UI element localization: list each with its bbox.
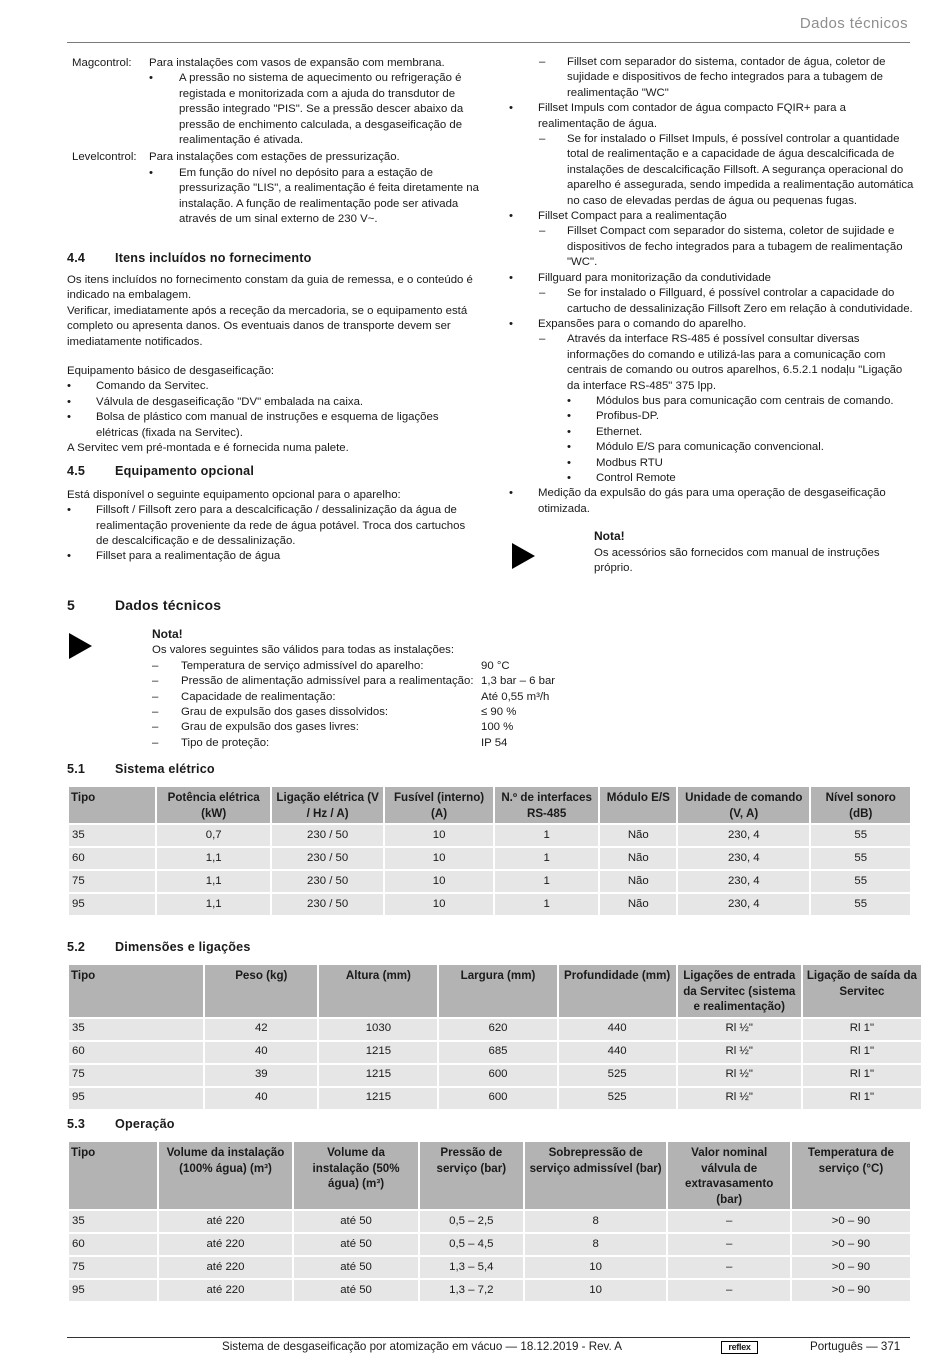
note-title: Nota!: [152, 627, 183, 641]
table-cell: 35: [69, 1211, 157, 1232]
table-cell: 440: [559, 1019, 676, 1040]
list-item: • Modbus RTU: [567, 456, 663, 469]
section-5-1-heading: 5.1 Sistema elétrico: [67, 762, 215, 776]
section-4-5-p1: Está disponível o seguinte equipamento opcional para o aparelho:: [67, 488, 401, 501]
note-intro: Os valores seguintes são válidos para todas as instalações:: [152, 644, 455, 657]
list-item: • Módulos bus para comunicação com centrais de comando.: [567, 394, 894, 407]
table-cell: até 50: [294, 1211, 418, 1232]
table-cell: 55: [811, 871, 910, 892]
footer-document-title: Sistema de desgaseificação por atomização em vácuo — 18.12.2019 - Rev. A: [222, 1340, 622, 1353]
dash-marker: –: [152, 659, 159, 672]
table-row: [69, 1019, 921, 1040]
table-cell: Rl 1": [803, 1042, 921, 1063]
table-row: [69, 848, 910, 869]
table-cell: 42: [205, 1019, 317, 1040]
footer-page-number: Português — 371: [810, 1340, 901, 1353]
list-item: • Profibus-DP.: [567, 410, 660, 423]
table-cell: 75: [69, 1065, 203, 1086]
table-cell: 600: [439, 1065, 556, 1086]
table-cell: >0 – 90: [792, 1257, 910, 1278]
table-header-cell: Potência elétrica (kW): [157, 787, 269, 823]
section-4-4-p4: A Servitec vem pré-montada e é fornecida numa palete.: [67, 441, 349, 454]
table-cell: até 50: [294, 1257, 418, 1278]
table-header-cell: Fusível (interno) (A): [385, 787, 492, 823]
table-header-cell: Unidade de comando (V, A): [678, 787, 809, 823]
table-header-cell: Volume da instalação (50% água) (m³): [294, 1142, 418, 1209]
table-cell: 55: [811, 825, 910, 846]
table-header-cell: Largura (mm): [439, 965, 556, 1017]
magcontrol-entry: [67, 56, 479, 148]
header-divider: [67, 42, 910, 43]
table-cell: 1,1: [157, 894, 269, 915]
table-cell: 60: [69, 1042, 203, 1063]
table-header-cell: Ligação elétrica (V / Hz / A): [272, 787, 383, 823]
parameter-label: Tipo de proteção:: [181, 736, 270, 749]
table-cell: até 220: [159, 1280, 292, 1301]
footer-divider: [67, 1337, 910, 1338]
list-item: • Fillset para a realimentação de água: [67, 550, 281, 563]
table-header-cell: Tipo: [69, 965, 203, 1017]
list-item: • Expansões para o comando do aparelho.: [509, 317, 747, 330]
table-cell: 35: [69, 1019, 203, 1040]
table-row: [69, 1211, 910, 1232]
table-cell: 1,1: [157, 848, 269, 869]
table-header-row: [69, 965, 921, 1017]
parameter-value: 90 °C: [481, 659, 510, 672]
table-cell: Rl 1": [803, 1088, 921, 1109]
table-header-cell: N.º de interfaces RS-485: [495, 787, 599, 823]
levelcontrol-desc: Para instalações com estações de pressurização.: [149, 151, 400, 164]
table-row: [69, 1280, 910, 1301]
section-5-3-title: Operação: [115, 1117, 175, 1131]
list-item: – Fillset Compact com separador do sistema, coletor de sujidade e dispositivos de fecho integrados para a tubagem de realimentação "WC".: [539, 225, 903, 269]
table-cell: 0,5 – 2,5: [420, 1211, 523, 1232]
table-cell: 10: [525, 1280, 667, 1301]
table-header-cell: Nível sonoro (dB): [811, 787, 910, 823]
section-4-5-title: Equipamento opcional: [115, 464, 255, 479]
dash-marker: –: [152, 706, 159, 719]
table-cell: Não: [600, 894, 676, 915]
list-item: – Se for instalado o Fillguard, é possível controlar a capacidade do cartucho de dessalinização Fillsoft Zero em relação à condutividade.: [539, 287, 913, 315]
table-cell: 230 / 50: [272, 894, 383, 915]
table-cell: 40: [205, 1042, 317, 1063]
table-cell: 95: [69, 894, 155, 915]
section-5-title: Dados técnicos: [115, 597, 222, 613]
table-cell: 95: [69, 1280, 157, 1301]
table-cell: –: [668, 1234, 789, 1255]
table-cell: >0 – 90: [792, 1211, 910, 1232]
table-header-cell: Temperatura de serviço (°C): [792, 1142, 910, 1209]
table-cell: 620: [439, 1019, 556, 1040]
section-4-4-p1: Os itens incluídos no fornecimento constam da guia de remessa, e o conteúdo é indicado na embalagem.: [67, 273, 473, 302]
list-item: • Válvula de desgaseificação "DV" embalada na caixa.: [67, 395, 364, 408]
table-cell: 60: [69, 848, 155, 869]
section-5-1-title: Sistema elétrico: [115, 762, 215, 776]
technical-note: [67, 627, 587, 751]
list-item: • Fillsoft / Fillsoft zero para a descalcificação / dessalinização da água de realimentação proveniente da rede de água potável. Troca dos cartuchos de descalcificação e de dessalinização.: [67, 504, 466, 547]
list-item: • Control Remote: [567, 471, 676, 484]
table-header-cell: Valor nominal válvula de extravasamento (bar): [668, 1142, 789, 1209]
table-cell: 1: [495, 871, 599, 892]
list-item: • Fillset Compact para a realimentação: [509, 210, 727, 223]
table-header-cell: Ligações de entrada da Servitec (sistema e realimentação): [678, 965, 801, 1017]
table-cell: 75: [69, 1257, 157, 1278]
parameter-value: Até 0,55 m³/h: [481, 690, 550, 703]
table-cell: 230, 4: [678, 871, 809, 892]
table-header-cell: Tipo: [69, 1142, 157, 1209]
table-header-cell: Peso (kg): [205, 965, 317, 1017]
table-cell: 1215: [319, 1088, 437, 1109]
table-cell: 230, 4: [678, 894, 809, 915]
dash-marker: –: [152, 675, 159, 688]
section-5-2-heading: 5.2 Dimensões e ligações: [67, 940, 251, 954]
table-cell: –: [668, 1257, 789, 1278]
table-cell: Rl 1": [803, 1019, 921, 1040]
table-cell: Não: [600, 848, 676, 869]
note-title: Nota!: [594, 529, 625, 544]
table-cell: 230 / 50: [272, 825, 383, 846]
section-4-4-p2: Verificar, imediatamente após a receção da mercadoria, se o equipamento está completo ou apresenta danos. Os eventuais danos de transporte devem ser imediatamente notificados.: [67, 304, 468, 348]
table-cell: 600: [439, 1088, 556, 1109]
table-header-row: [69, 787, 910, 823]
table-cell: Rl 1": [803, 1065, 921, 1086]
table-header-cell: Volume da instalação (100% água) (m³): [159, 1142, 292, 1209]
table-row: [69, 1065, 921, 1086]
table-row: [69, 825, 910, 846]
table-cell: 55: [811, 848, 910, 869]
dash-marker: –: [152, 721, 159, 734]
table-cell: 10: [385, 848, 492, 869]
table-cell: 10: [385, 825, 492, 846]
table-cell: até 50: [294, 1234, 418, 1255]
section-4-4-p3: Equipamento básico de desgaseificação:: [67, 364, 275, 377]
table-cell: 95: [69, 1088, 203, 1109]
table-cell: 10: [525, 1257, 667, 1278]
table-cell: 440: [559, 1042, 676, 1063]
table-cell: 230, 4: [678, 848, 809, 869]
magcontrol-term: Magcontrol:: [72, 57, 132, 69]
table-cell: –: [668, 1280, 789, 1301]
table-cell: 1215: [319, 1042, 437, 1063]
table-cell: 0,7: [157, 825, 269, 846]
table-cell: 1,3 – 5,4: [420, 1257, 523, 1278]
table-row: [69, 1234, 910, 1255]
table-cell: até 50: [294, 1280, 418, 1301]
table-cell: 60: [69, 1234, 157, 1255]
table-cell: 1: [495, 848, 599, 869]
table-cell: 525: [559, 1088, 676, 1109]
dash-marker: –: [152, 690, 159, 703]
dash-marker: –: [152, 736, 159, 749]
table-cell: até 220: [159, 1257, 292, 1278]
table-cell: Não: [600, 871, 676, 892]
table-cell: 1030: [319, 1019, 437, 1040]
table-cell: Não: [600, 825, 676, 846]
list-item: • Comando da Servitec.: [67, 380, 209, 393]
list-item: • Ethernet.: [567, 425, 643, 438]
table-header-row: [69, 1142, 910, 1209]
table-header-cell: Profundidade (mm): [559, 965, 676, 1017]
table-cell: >0 – 90: [792, 1234, 910, 1255]
table-cell: Rl ½": [678, 1042, 801, 1063]
table-cell: 10: [385, 871, 492, 892]
table-cell: 75: [69, 871, 155, 892]
table-header-cell: Módulo E/S: [600, 787, 676, 823]
parameter-value: IP 54: [481, 736, 508, 749]
note-arrow-icon: [69, 633, 92, 659]
table-row: [69, 894, 910, 915]
magcontrol-bullet: • A pressão no sistema de aquecimento ou refrigeração é registada e monitorizada com a ajuda do transdutor de pressão integrado "PIS". Se a pressão descer abaixo da pressão de enchimento calculada, a desgaseificação de realimentação é ativada.: [149, 71, 479, 148]
table-header-cell: Sobrepressão de serviço admissível (bar): [525, 1142, 667, 1209]
levelcontrol-bullet: • Em função do nível no depósito para a estação de pressurização "LIS", a realimentação é feita diretamente na instalação. A função de realimentação pode ser ativada através de um sinal externo de 230 V~.: [149, 166, 479, 228]
right-column: [509, 55, 914, 576]
parameter-label: Pressão de alimentação admissível para a realimentação:: [181, 675, 474, 688]
note-text: Os acessórios são fornecidos com manual de instruções próprio.: [594, 546, 880, 574]
table-cell: 230 / 50: [272, 871, 383, 892]
table-cell: 230, 4: [678, 825, 809, 846]
table-cell: 1215: [319, 1065, 437, 1086]
list-item: • Bolsa de plástico com manual de instruções e esquema de ligações elétricas (fixada na Servitec).: [67, 411, 439, 439]
reflex-logo: reflex: [721, 1341, 758, 1354]
table-cell: Rl ½": [678, 1088, 801, 1109]
table-row: [69, 871, 910, 892]
table-cell: >0 – 90: [792, 1280, 910, 1301]
table-row: [69, 1088, 921, 1109]
parameter-label: Temperatura de serviço admissível do aparelho:: [181, 659, 424, 672]
section-5-heading: 5 Dados técnicos: [67, 597, 222, 613]
table-cell: até 220: [159, 1234, 292, 1255]
table-cell: 8: [525, 1211, 667, 1232]
table-cell: 230 / 50: [272, 848, 383, 869]
table-cell: 1: [495, 825, 599, 846]
parameter-label: Grau de expulsão dos gases livres:: [181, 721, 359, 734]
parameter-value: 1,3 bar – 6 bar: [481, 675, 556, 688]
levelcontrol-entry: [67, 150, 479, 227]
table-cell: 40: [205, 1088, 317, 1109]
levelcontrol-term: Levelcontrol:: [72, 151, 137, 164]
table-header-cell: Altura (mm): [319, 965, 437, 1017]
section-4-5-heading: 4.5 Equipamento opcional: [67, 464, 255, 479]
table-cell: 1: [495, 894, 599, 915]
table-cell: 0,5 – 4,5: [420, 1234, 523, 1255]
section-4-4-heading: 4.4 Itens incluídos no fornecimento: [67, 251, 312, 266]
table-cell: 685: [439, 1042, 556, 1063]
operation-table: [67, 1140, 912, 1303]
list-item: • Módulo E/S para comunicação convencional.: [567, 441, 824, 454]
dimensions-table: [67, 963, 923, 1111]
table-cell: 10: [385, 894, 492, 915]
section-5-2-title: Dimensões e ligações: [115, 940, 251, 954]
list-item: – Fillset com separador do sistema, contador de água, coletor de sujidade e dispositivos de fecho integrados para a tubagem de realimentação "WC": [539, 56, 886, 99]
left-column: [67, 56, 479, 565]
table-cell: 55: [811, 894, 910, 915]
table-header-cell: Tipo: [69, 787, 155, 823]
electrical-table: [67, 785, 912, 917]
table-row: [69, 1257, 910, 1278]
note-arrow-icon: [512, 543, 535, 569]
parameter-value: 100 %: [481, 721, 514, 734]
table-row: [69, 1042, 921, 1063]
table-cell: –: [668, 1211, 789, 1232]
table-cell: Rl ½": [678, 1019, 801, 1040]
section-5-3-heading: 5.3 Operação: [67, 1117, 175, 1131]
table-cell: 525: [559, 1065, 676, 1086]
table-cell: 1,1: [157, 871, 269, 892]
section-4-4-title: Itens incluídos no fornecimento: [115, 251, 312, 266]
table-cell: 35: [69, 825, 155, 846]
list-item: • Fillguard para monitorização da condutividade: [509, 271, 772, 284]
table-cell: 39: [205, 1065, 317, 1086]
list-item: – Se for instalado o Fillset Impuls, é possível controlar a quantidade total de realimentação e a capacidade de água descalcificada de instalações de descalcificação Fillsoft. A segurança operacional do aparelho é assegurada, sendo impedida a realimentação automática no caso de elevadas perdas de água ou pequenas fugas.: [539, 133, 914, 207]
table-cell: até 220: [159, 1211, 292, 1232]
table-header-cell: Ligação de saída da Servitec: [803, 965, 921, 1017]
page-header-title: Dados técnicos: [799, 15, 908, 32]
list-item: • Medição da expulsão do gás para uma operação de desgaseificação otimizada.: [509, 487, 886, 515]
parameter-label: Grau de expulsão dos gases dissolvidos:: [181, 706, 389, 719]
parameter-value: ≤ 90 %: [481, 706, 517, 719]
parameter-label: Capacidade de realimentação:: [181, 690, 336, 703]
table-header-cell: Pressão de serviço (bar): [420, 1142, 523, 1209]
accessories-note: [509, 529, 914, 576]
magcontrol-desc: Para instalações com vasos de expansão com membrana.: [149, 57, 445, 69]
list-item: • Fillset Impuls com contador de água compacto FQIR+ para a realimentação de água.: [509, 102, 847, 130]
table-cell: 1,3 – 7,2: [420, 1280, 523, 1301]
parameter-list: [152, 659, 571, 751]
list-item: – Através da interface RS-485 é possível consultar diversas informações do comando e utilizá-las para a comunicação com centrais de comando ou outros aparelhos, 6.5.2.1 nodaļu "Ligação da interface RS-485" 375 lpp.: [539, 333, 903, 392]
table-cell: 8: [525, 1234, 667, 1255]
table-cell: Rl ½": [678, 1065, 801, 1086]
